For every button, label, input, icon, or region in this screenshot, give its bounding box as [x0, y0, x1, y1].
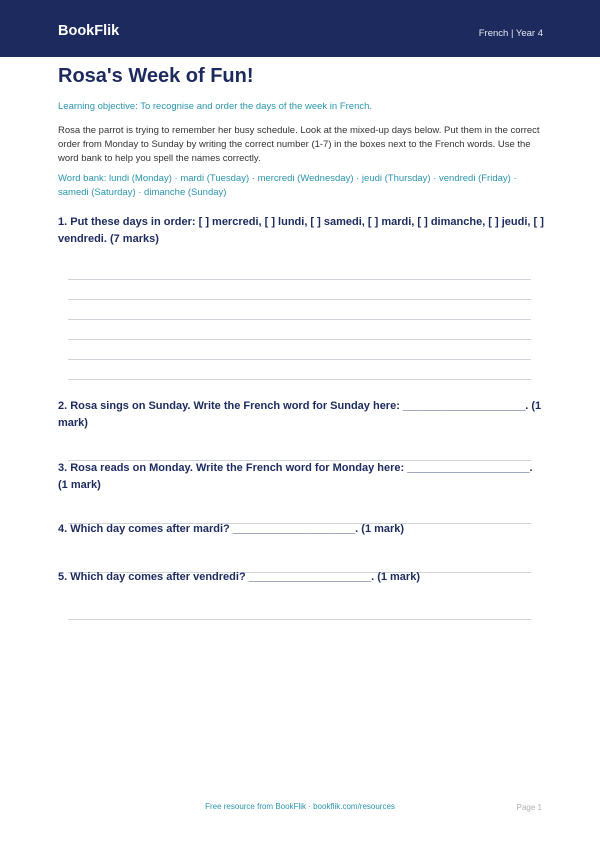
question-5: 5. Which day comes after vendredi? ____________________. (1 mark) — [58, 571, 420, 583]
answer-line[interactable] — [68, 319, 531, 320]
worksheet-title: Rosa's Week of Fun! — [58, 65, 254, 87]
instructions-text: Rosa the parrot is trying to remember her busy schedule. Look at the mixed-up days below. Put them in the correct order from Monday to Sunday by writing the correct number (1-7) in the boxes next to the French words. Use the word bank to help you spell the names correctly. — [58, 125, 540, 164]
page-number: Page 1 — [516, 803, 542, 812]
answer-line[interactable] — [68, 379, 531, 380]
question-1: 1. Put these days in order: [ ] mercredi, [ ] lundi, [ ] samedi, [ ] mardi, [ ] dimanche, [ ] jeudi, [ ] vendredi. (7 marks) — [58, 216, 544, 245]
brand-logo: BookFlik — [58, 23, 120, 39]
question-2: 2. Rosa sings on Sunday. Write the French word for Sunday here: ____________________. (1 mark) — [58, 400, 542, 429]
answer-line[interactable] — [68, 299, 531, 300]
answer-line[interactable] — [68, 619, 531, 620]
answer-line[interactable] — [68, 339, 531, 340]
question-4: 4. Which day comes after mardi? ____________________. (1 mark) — [58, 523, 405, 535]
word-bank: Word bank: lundi (Monday) · mardi (Tuesday) · mercredi (Wednesday) · jeudi (Thursday) · vendredi (Friday) · samedi (Saturday) · dimanche (Sunday) — [58, 173, 517, 198]
learning-objective: Learning objective: To recognise and order the days of the week in French. — [58, 101, 373, 112]
page-header — [0, 0, 600, 57]
footer-credit-link[interactable]: Free resource from BookFlik · bookflik.com/resources — [205, 802, 395, 811]
answer-line[interactable] — [68, 359, 531, 360]
question-3: 3. Rosa reads on Monday. Write the French word for Monday here: ____________________. (1 mark) — [58, 462, 533, 491]
subject-year-label: French | Year 4 — [478, 28, 543, 39]
answer-line[interactable] — [68, 279, 531, 280]
